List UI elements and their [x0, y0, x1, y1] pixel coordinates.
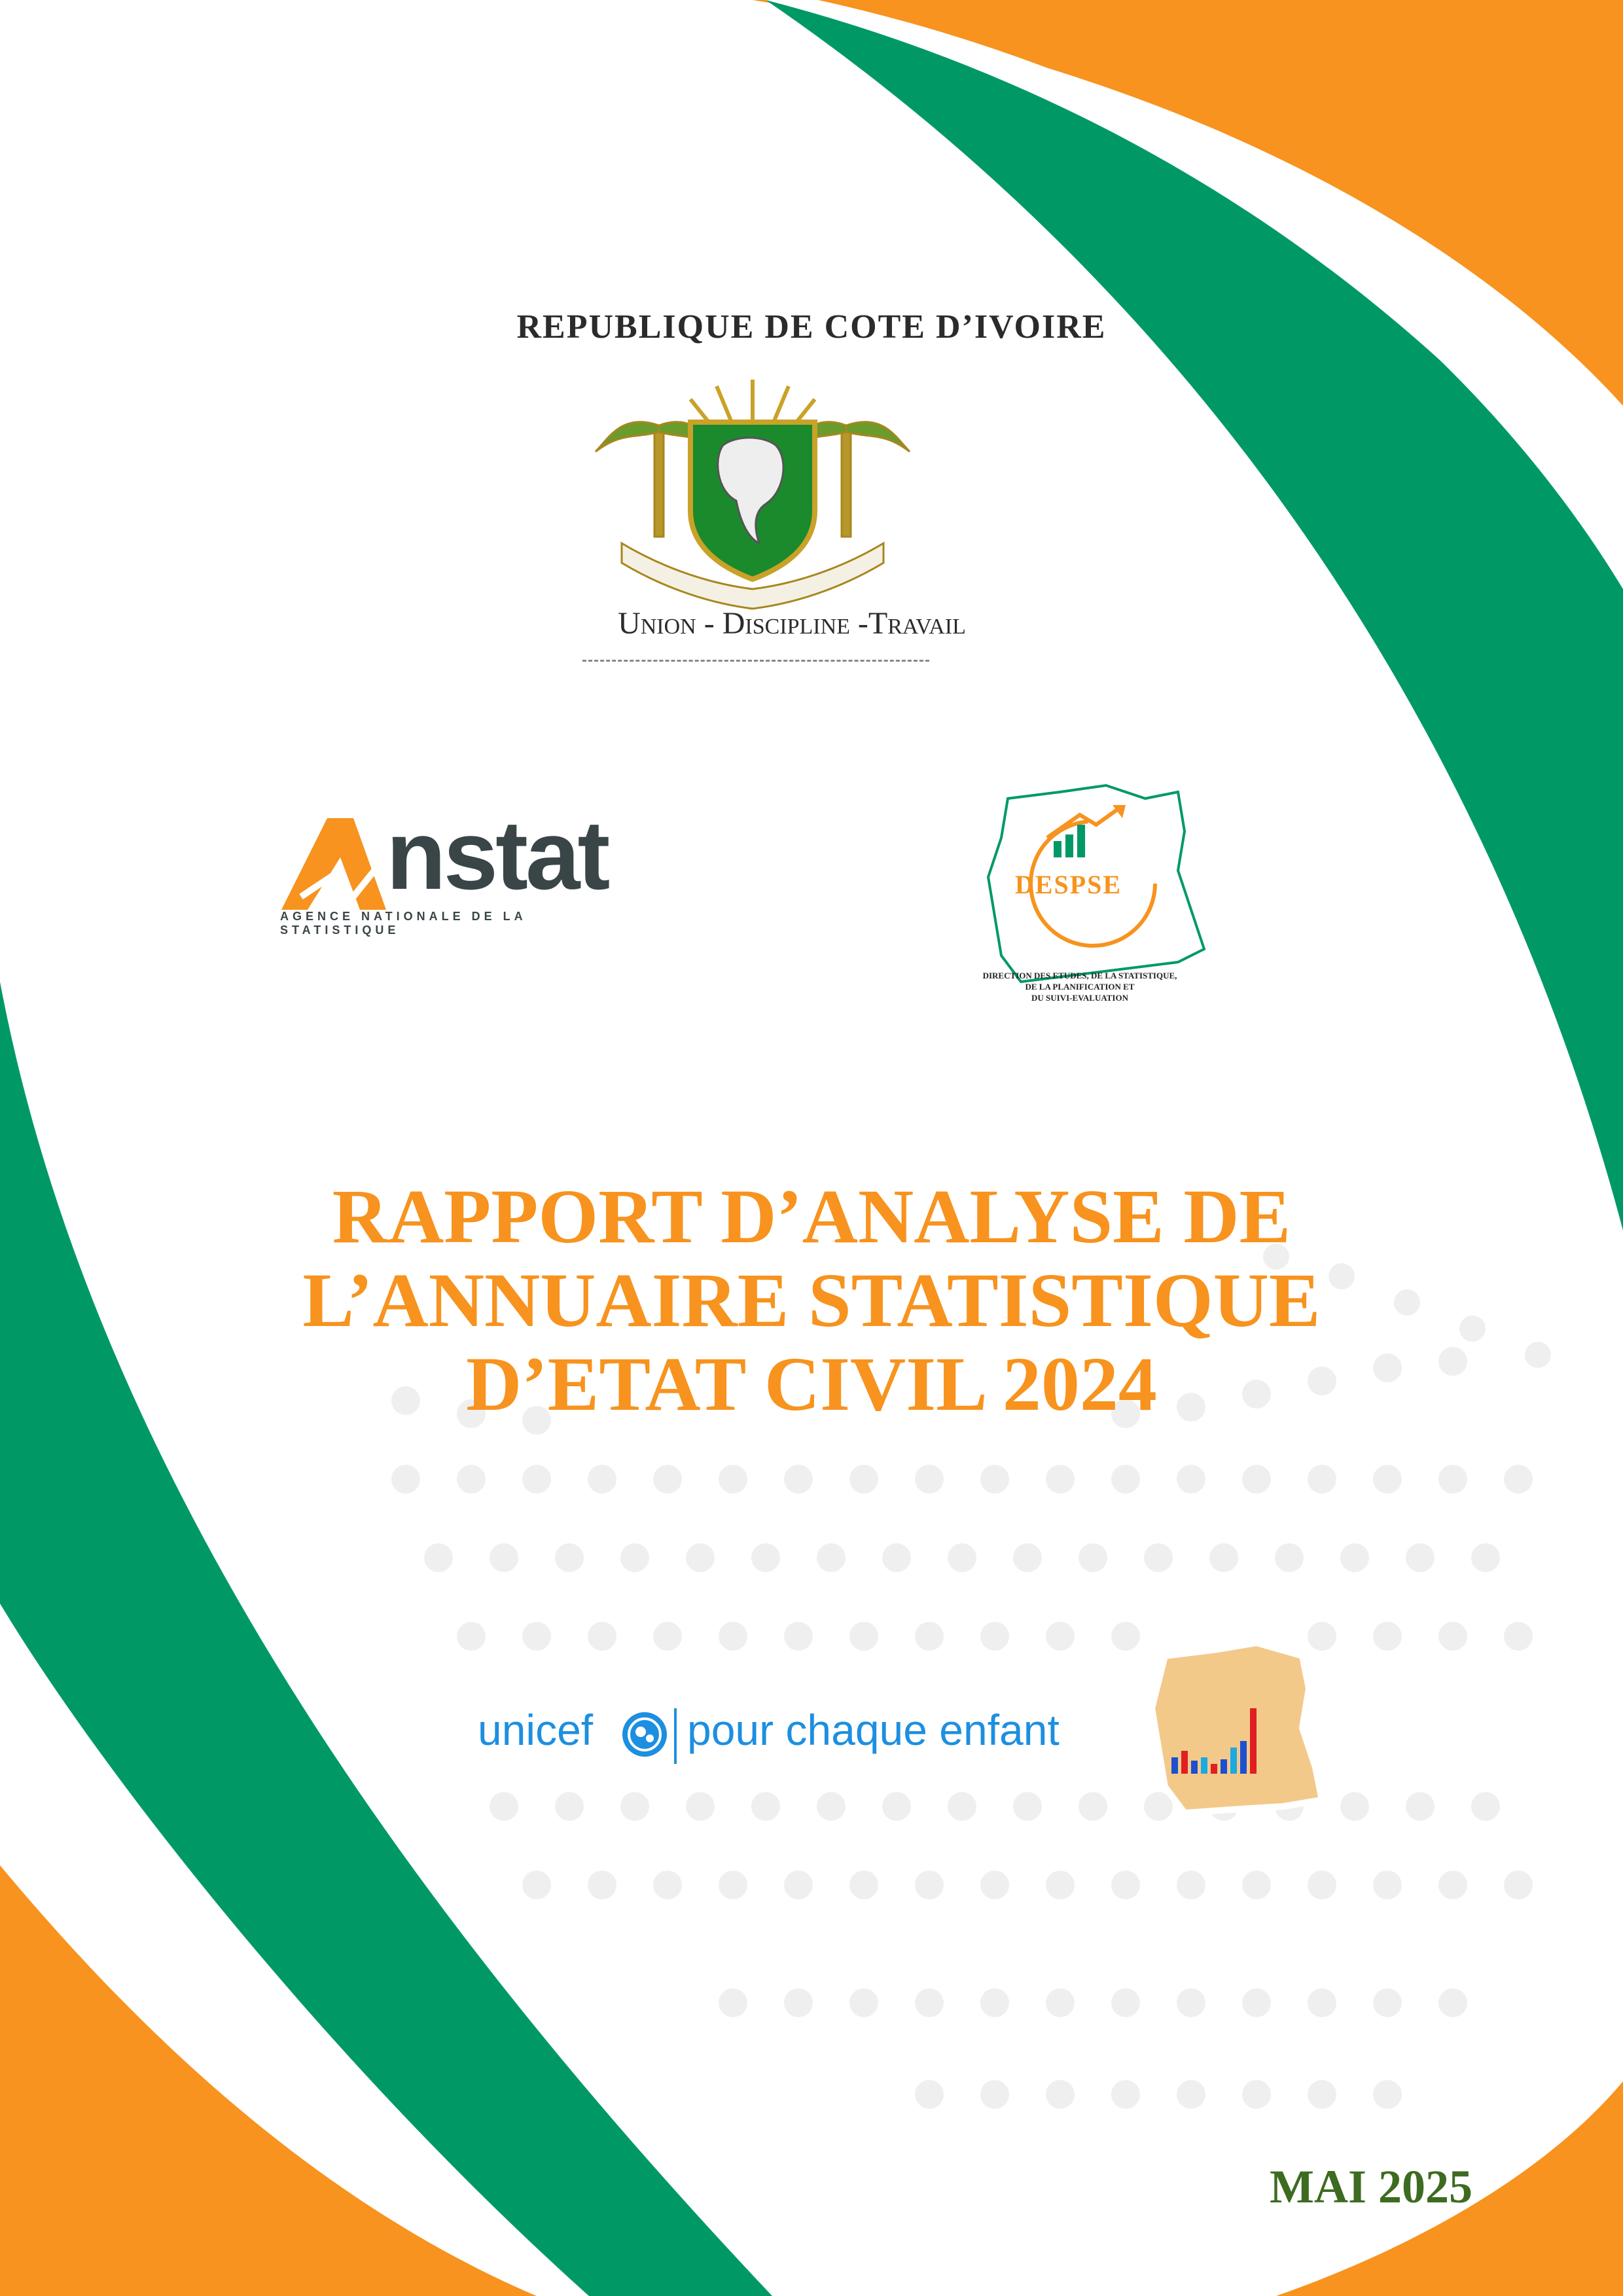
publication-date: MAI 2025	[1270, 2161, 1472, 2213]
unicef-emblem-icon	[622, 1712, 667, 1757]
motto-divider	[582, 660, 929, 662]
statistics-map-logo	[1152, 1643, 1322, 1813]
despse-description	[955, 970, 1204, 1003]
title-line-1: RAPPORT D’ANALYSE DE	[332, 1174, 1291, 1259]
unicef-separator	[674, 1708, 677, 1764]
despse-desc-line-1: DIRECTION DES ETUDES, DE LA STATISTIQUE,	[982, 971, 1177, 980]
report-title	[151, 1175, 1472, 1426]
unicef-wordmark: unicef	[478, 1706, 594, 1754]
coat-of-arms-emblem	[596, 380, 910, 609]
anstat-logo-mark	[281, 818, 386, 910]
despse-desc-line-2: DE LA PLANIFICATION ET	[1025, 982, 1135, 992]
title-line-3: D’ETAT CIVIL 2024	[466, 1341, 1157, 1427]
unicef-tagline: pour chaque enfant	[687, 1706, 1060, 1754]
despse-name: DESPSE	[1014, 870, 1122, 899]
despse-desc-line-3: DU SUIVI-EVALUATION	[1031, 993, 1128, 1003]
national-motto: Union - Discipline -Travail	[618, 606, 966, 641]
country-name: REPUBLIQUE DE COTE D’IVOIRE	[516, 308, 1107, 346]
title-line-2: L’ANNUAIRE STATISTIQUE	[302, 1257, 1321, 1343]
anstat-wordmark: nstat	[386, 800, 608, 910]
anstat-subtitle: AGENCE NATIONALE DE LA STATISTIQUE	[280, 910, 527, 937]
